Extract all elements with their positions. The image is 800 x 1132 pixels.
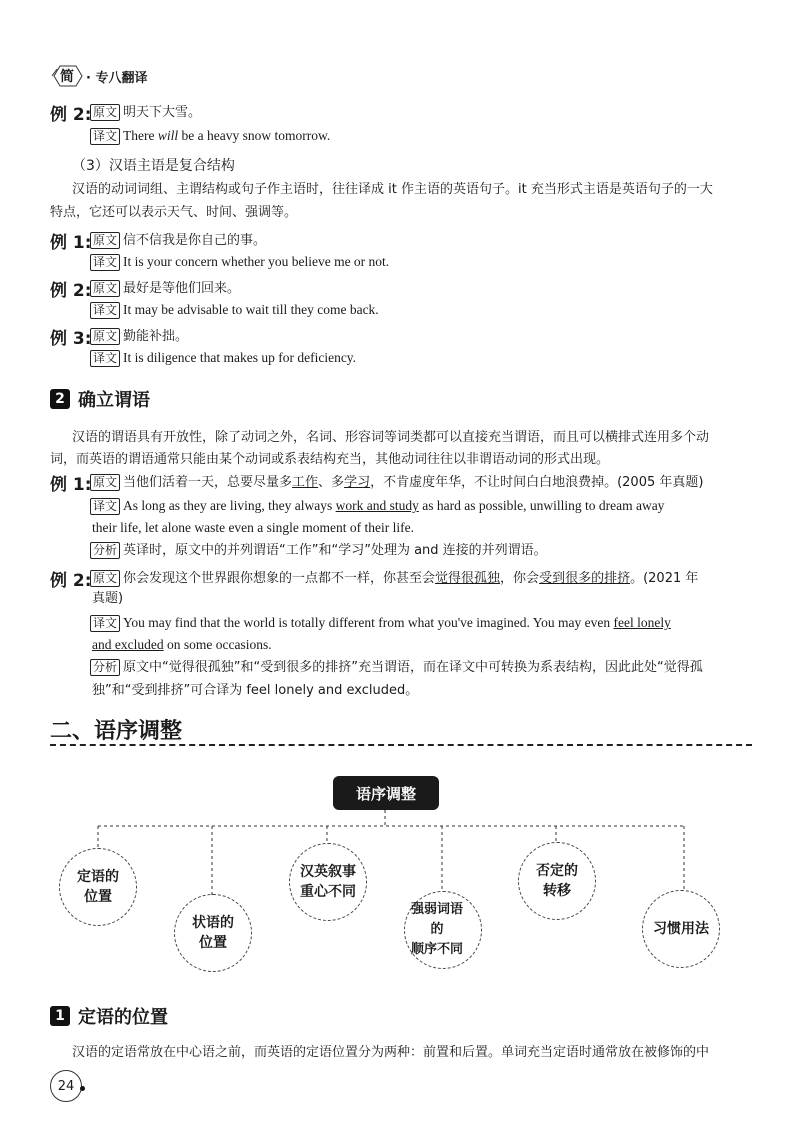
original-line: 原文 你会发现这个世界跟你想象的一点都不一样，你甚至会觉得很孤独，你会受到很多的排挤。(2021 年 [90, 569, 698, 589]
orig-text: 明天下大雪。 [123, 105, 202, 120]
section-number: 1 [50, 1006, 70, 1026]
paragraph-line: 特点，它还可以表示天气、时间、强调等。 [50, 205, 298, 220]
diagram-node: 定语的 位置 [59, 848, 137, 926]
diagram-root [333, 776, 439, 810]
diagram-root-label: 语序调整 [355, 784, 416, 803]
translation-line: 译文 It is diligence that makes up for deficiency. [90, 348, 356, 369]
original-line: 原文 勤能补拙。 [90, 327, 188, 347]
translation-line: and excluded on some occasions. [92, 637, 272, 652]
section-heading [50, 1003, 168, 1029]
analysis-line: 分析 原文中“觉得很孤独”和“受到很多的排挤”充当谓语，而在译文中可转换为系表结构，因此此处“觉得孤 [90, 658, 703, 678]
paragraph-line: 汉语的谓语具有开放性，除了动词之外，名词、形容词等词类都可以直接充当谓语，而且可以横排式连用多个动 [72, 430, 710, 445]
translation-line: 译文 It is your concern whether you believe me or not. [90, 252, 389, 273]
paragraph-line: 词，而英语的谓语通常只能由某个动词或系表结构充当，其他动词往往以非谓语动词的形式出现。 [50, 452, 610, 467]
translation-line: 译文 It may be advisable to wait till they come back. [90, 300, 379, 321]
original-line: 原文 信不信我是你自己的事。 [90, 231, 266, 251]
original-line: 原文 最好是等他们回来。 [90, 279, 240, 299]
chapter-title: 二、语序调整 [50, 719, 183, 744]
subheading: （3）汉语主语是复合结构 [72, 158, 235, 174]
example-label: 例 2: [50, 571, 92, 591]
original-line: 真题) [92, 591, 124, 606]
header-title: · 专八翻译 [86, 70, 148, 86]
diagram-node: 习惯用法 [642, 890, 720, 968]
section-title: 确立谓语 [78, 390, 150, 411]
translation-line: 译文 As long as they are living, they always work and study as hard as possible, unwilling to dream away [90, 496, 664, 517]
diagram-node: 状语的 位置 [174, 894, 252, 972]
example-label: 例 2: [50, 281, 92, 301]
paragraph-line: 汉语的动词词组、主谓结构或句子作主语时，往往译成 it 作主语的英语句子。it 充当形式主语是英语句子的一大 [72, 182, 713, 197]
example-label: 例 1: [50, 233, 92, 253]
translation-line: their life, let alone waste even a single moment of their life. [92, 520, 415, 535]
translation-line: 译文 You may find that the world is totally different from what you've imagined. You may even feel lonely [90, 613, 671, 634]
translation-line: 译文 There will be a heavy snow tomorrow. [90, 126, 330, 147]
analysis-line: 独”和“受到排挤”可合译为 feel lonely and excluded。 [92, 683, 419, 698]
section-title: 定语的位置 [78, 1007, 168, 1028]
example-label: 例 1: [50, 475, 92, 495]
orig-tag: 原文 [90, 104, 120, 121]
header-logo-char: 简 [60, 69, 74, 85]
page-number: 24 [50, 1070, 82, 1102]
section-number: 2 [50, 389, 70, 409]
diagram-node: 否定的 转移 [518, 842, 596, 920]
trans-tag: 译文 [90, 128, 120, 145]
diagram-node: 强弱词语的 顺序不同 [404, 891, 482, 969]
example-label: 例 3: [50, 329, 92, 349]
diagram-node: 汉英叙事 重心不同 [289, 843, 367, 921]
example-label: 例 2: [50, 105, 92, 125]
page-number-dot [80, 1086, 85, 1091]
analysis-line: 分析 英译时，原文中的并列谓语“工作”和“学习”处理为 and 连接的并列谓语。 [90, 541, 547, 561]
original-line: 原文 当他们活着一天，总要尽量多工作、多学习，不肯虚度年华，不让时间白白地浪费掉。(2005 年真题) [90, 473, 703, 493]
paragraph-line: 汉语的定语常放在中心语之前，而英语的定语位置分为两种：前置和后置。单词充当定语时通常放在被修饰的中 [72, 1045, 710, 1060]
